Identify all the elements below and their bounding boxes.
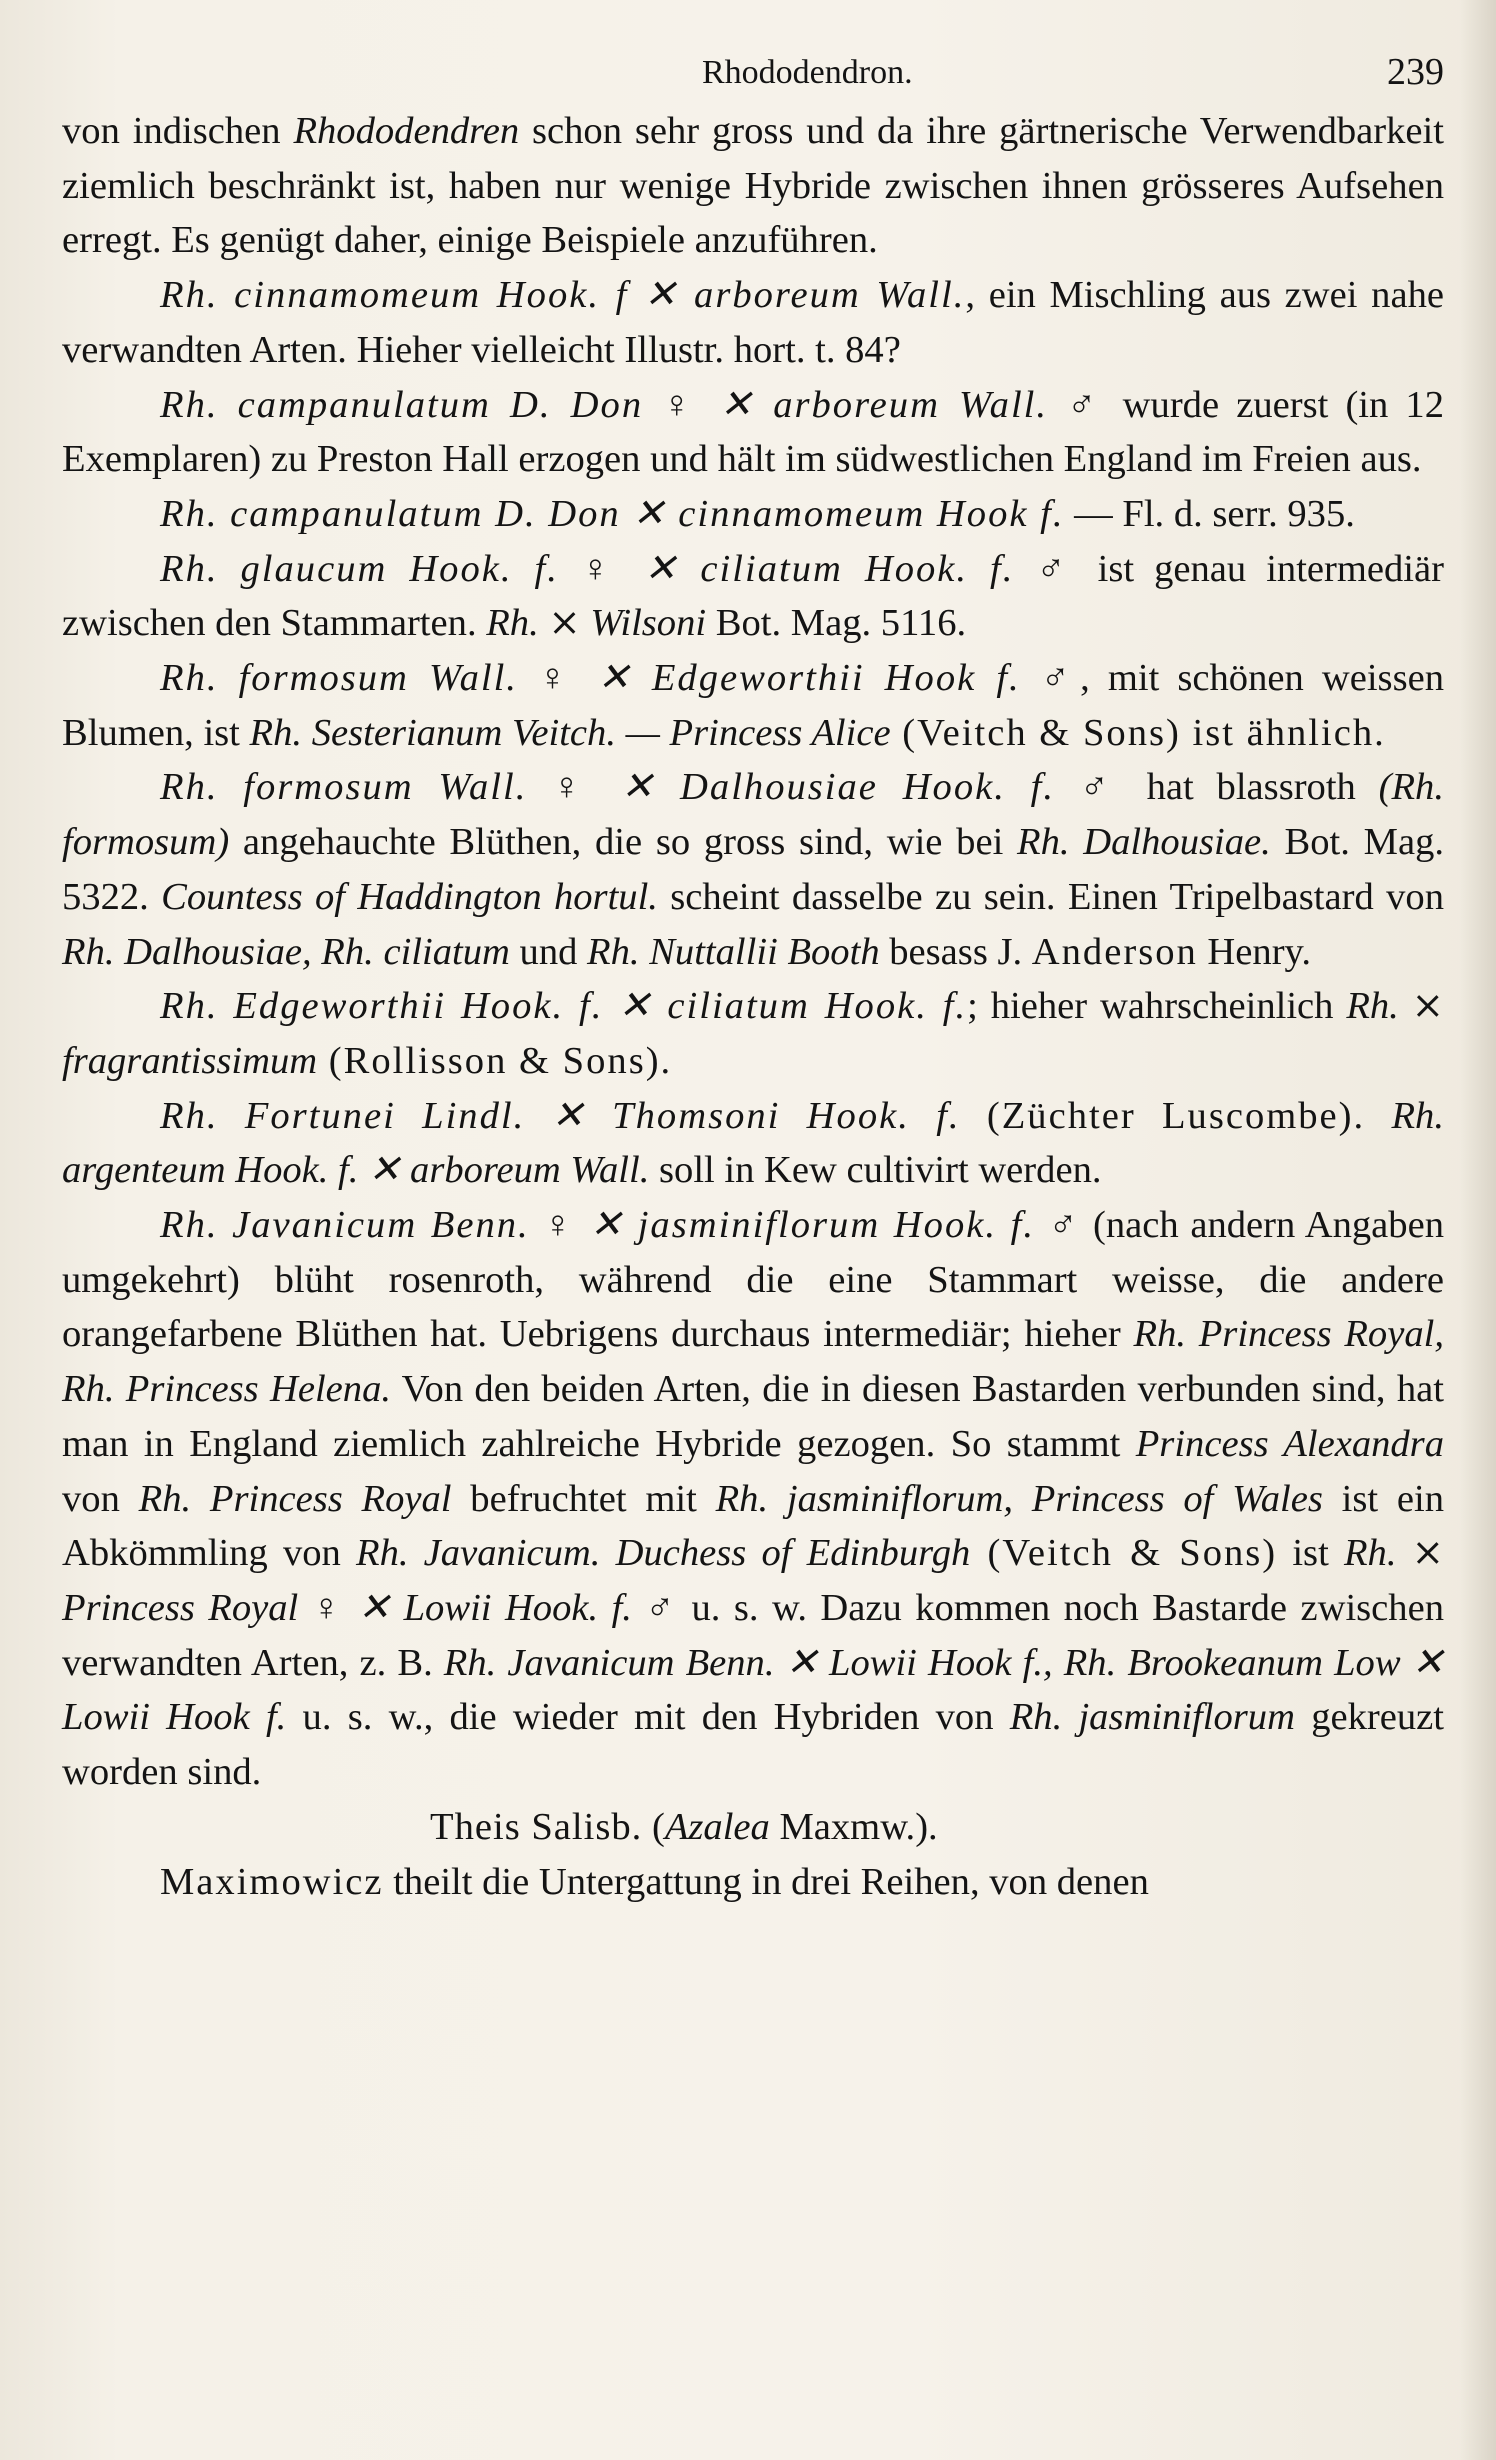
text-span: Rh. Edgeworthii Hook. f. ✕ ciliatum Hook. f.	[160, 985, 968, 1028]
text-span: wurde zuerst (in 12 Exemplaren) zu Preston Hall erzogen und hält im südwestlichen England im Freien aus.	[62, 383, 1444, 481]
text-span: besass J.	[879, 930, 1032, 973]
text-span: Rh. glaucum Hook. f. ♀ ✕ ciliatum Hook. f. ♂	[160, 547, 1078, 590]
text-span: ist ein Abkömmling von	[62, 1477, 1444, 1575]
text-span: (Veitch & Sons) ist ähnlich.	[890, 711, 1386, 754]
paragraph-edgeworthii-ciliatum	[62, 979, 1444, 1088]
paragraph-maximowicz	[62, 1855, 1444, 1910]
text-span: Rh. campanulatum D. Don ✕ cinnamomeum Hook f.	[160, 492, 1065, 535]
text-span: Rh. ⨯ Princess Royal ♀ ✕ Lowii Hook. f. ♂	[62, 1532, 1444, 1629]
text-span: u. s. w., die wieder mit den Hybriden von	[286, 1696, 1010, 1739]
body-text	[62, 104, 1444, 1909]
text-span: von	[62, 1477, 139, 1520]
text-span: Rh. cinnamomeum Hook. f ✕ arboreum Wall.	[160, 274, 966, 317]
maximowicz-text: theilt die Untergattung in drei Reihen, von denen	[383, 1860, 1149, 1903]
text-span: Anderson	[1031, 930, 1198, 973]
text-span: (Züchter Luscombe).	[960, 1094, 1392, 1137]
text-span: Bot. Mag. 5322.	[62, 821, 1445, 918]
text-span: (Rh. formosum)	[62, 766, 1444, 864]
text-span: Rh. Dalhousiae, Rh. ciliatum	[62, 930, 510, 973]
text-span: Rh. Sesterianum Veitch. — Princess Alice	[249, 711, 891, 754]
text-span: Rh. argenteum Hook. f. ✕ arboreum Wall.	[62, 1094, 1444, 1192]
text-span: Henry.	[1197, 930, 1311, 973]
text-span: Rh. Princess Royal	[138, 1477, 452, 1520]
text-span: Rh. jasminiflorum	[1009, 1696, 1295, 1739]
section-genus: Azalea	[664, 1805, 770, 1848]
text-span: — Fl. d. serr. 935.	[1064, 492, 1355, 535]
text-span: Rh. ⨯ Wilsoni	[486, 602, 707, 645]
text-span: Rh. Nuttallii Booth	[587, 930, 880, 973]
text-span: Rh. campanulatum D. Don ♀ ✕ arboreum Wall. ♂	[160, 383, 1106, 426]
paragraph-formosum-edgeworthii	[62, 651, 1444, 760]
text-span: Rhododendren	[293, 110, 520, 152]
text-span: Countess of Haddington hortul.	[161, 875, 658, 918]
maximowicz-name: Maximowicz	[160, 1860, 384, 1903]
running-title: Rhododendron.	[702, 54, 913, 91]
text-span: Rh. Princess Royal, Rh. Princess Helena.	[62, 1313, 1444, 1411]
text-span: , ein Mischling aus zwei nahe verwandten Arten. Hieher vielleicht Illustr. hort. t. 84?	[62, 274, 1444, 371]
paragraph-cinnamomeum-arboreum	[62, 268, 1444, 377]
text-span: Rh. Dalhousiae.	[1017, 821, 1271, 864]
text-span: Rh. formosum Wall. ♀ ✕ Dalhousiae Hook. f. ♂	[160, 766, 1124, 809]
text-span: Rh. Javanicum. Duchess of Edinburgh	[356, 1532, 971, 1575]
text-span: und	[509, 930, 588, 973]
text-span: Rh. Javanicum Benn. ♀ ✕ jasminiflorum Hook. f. ♂	[160, 1204, 1082, 1247]
text-span: (nach andern Angaben umgekehrt) blüht rosenroth, während die eine Stammart weisse, die andere orangefarbene Blüthen hat. Uebrigens durchaus intermediär; hieher	[62, 1204, 1445, 1356]
section-paren-open: (	[642, 1805, 665, 1848]
paragraph-campanulatum-cinnamomeum	[62, 487, 1444, 542]
text-span: (Veitch & Sons)	[970, 1532, 1278, 1575]
text-span: Princess Alexandra	[1135, 1422, 1444, 1465]
text-span: befruchtet mit	[451, 1477, 716, 1520]
text-span: Rh. Fortunei Lindl. ✕ Thomsoni Hook. f.	[160, 1094, 961, 1137]
text-span: scheint dasselbe zu sein. Einen Tripelbastard von	[657, 875, 1444, 918]
text-span: u. s. w. Dazu kommen noch Bastarde zwischen verwandten Arten, z. B.	[62, 1586, 1445, 1684]
text-span: Rh. formosum Wall. ♀ ✕ Edgeworthii Hook f. ♂	[160, 657, 1081, 700]
text-span: ; hieher wahrscheinlich	[967, 985, 1347, 1028]
paragraph-intro	[62, 104, 1444, 268]
section-author: Theis Salisb.	[430, 1805, 643, 1848]
text-span: hat blassroth	[1123, 766, 1379, 809]
text-span: Rh. ⨯ fragrantissimum	[62, 985, 1445, 1082]
text-span: ist	[1277, 1532, 1344, 1575]
text-span: (Rollisson & Sons).	[317, 1039, 673, 1082]
text-span: von indischen	[62, 110, 294, 152]
page-header	[62, 48, 1444, 104]
text-span: gekreuzt worden sind.	[62, 1696, 1444, 1794]
text-span: soll in Kew cultivirt werden.	[649, 1149, 1102, 1192]
section-heading-azalea	[62, 1800, 1444, 1855]
paragraph-formosum-dalhousiae	[62, 760, 1444, 979]
paragraph-javanicum-jasminiflorum	[62, 1198, 1444, 1800]
text-span: angehauchte Blüthen, die so gross sind, wie bei	[229, 821, 1018, 864]
text-span: schon sehr gross und da ihre gärtnerische Verwendbarkeit ziemlich beschränkt ist, haben nur wenige Hybride zwischen ihnen grösseres Aufsehen erregt. Es genügt daher, einige Beispiele anzuführen.	[62, 110, 1444, 262]
text-span: Von den beiden Arten, die in diesen Bastarden verbunden sind, hat man in England ziemlich zahlreiche Hybride gezogen. So stammt	[62, 1368, 1444, 1465]
text-span: Rh. Javanicum Benn. ✕ Lowii Hook f., Rh. Brookeanum Low ✕ Lowii Hook f.	[62, 1641, 1444, 1739]
text-span: Bot. Mag. 5116.	[706, 602, 967, 645]
text-span: , mit schönen weissen Blumen, ist	[62, 657, 1444, 754]
section-paren-close: Maxmw.).	[769, 1805, 938, 1848]
text-span: ist genau intermediär zwischen den Stammarten.	[62, 547, 1444, 645]
text-span: Rh. jasminiflorum, Princess of Wales	[715, 1477, 1323, 1520]
paragraph-fortunei-thomsoni	[62, 1089, 1444, 1198]
page-number: 239	[1387, 51, 1444, 93]
paragraph-glaucum-ciliatum	[62, 542, 1444, 651]
paragraph-campanulatum-arboreum	[62, 378, 1444, 487]
